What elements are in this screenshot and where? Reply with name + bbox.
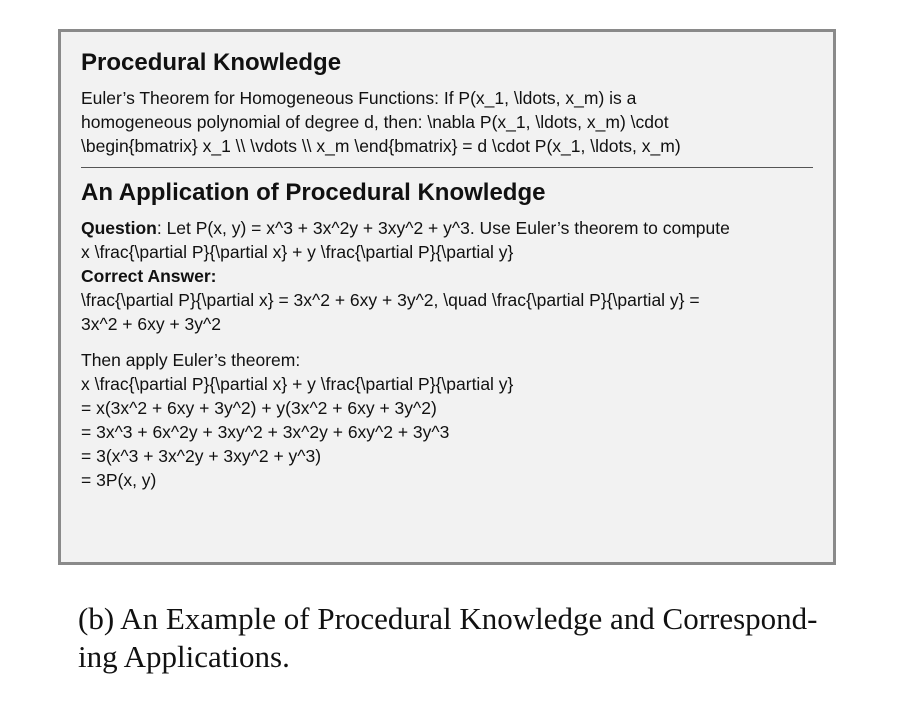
question-line: x \frac{\partial P}{\partial x} + y \frac{\partial P}{\partial y} [81,242,514,262]
theorem-line: Euler’s Theorem for Homogeneous Functions: If P(x_1, \ldots, x_m) is a [81,88,637,108]
caption-line: ing Applications. [78,639,290,674]
step-line: Then apply Euler’s theorem: [81,350,301,370]
step-line: = 3P(x, y) [81,470,157,490]
step-line: = x(3x^2 + 6xy + 3y^2) + y(3x^2 + 6xy + 3y^2) [81,398,437,418]
question-label: Question [81,218,157,238]
section-divider [81,167,813,168]
question-text: : Let P(x, y) = x^3 + 3x^2y + 3xy^2 + y^3. Use Euler’s theorem to compute [156,218,730,238]
answer-line: \frac{\partial P}{\partial x} = 3x^2 + 6xy + 3y^2, \quad \frac{\partial P}{\partial y} = [81,290,700,310]
answer-line: 3x^2 + 6xy + 3y^2 [81,314,221,334]
correct-answer-label: Correct Answer: [81,266,217,286]
caption-line: (b) An Example of Procedural Knowledge and Correspond- [78,601,818,636]
theorem-line: \begin{bmatrix} x_1 \\ \vdots \\ x_m \end{bmatrix} = d \cdot P(x_1, \ldots, x_m) [81,136,681,156]
step-line: = 3x^3 + 6x^2y + 3xy^2 + 3x^2y + 6xy^2 + 3y^3 [81,422,450,442]
procedural-knowledge-box [58,29,836,565]
procedural-knowledge-title: Procedural Knowledge [81,49,342,76]
question-line [81,216,813,240]
application-title: An Application of Procedural Knowledge [81,179,546,206]
step-line: x \frac{\partial P}{\partial x} + y \frac{\partial P}{\partial y} [81,374,514,394]
spacer [81,336,813,348]
step-line: = 3(x^3 + 3x^2y + 3xy^2 + y^3) [81,446,322,466]
theorem-line: homogeneous polynomial of degree d, then: \nabla P(x_1, \ldots, x_m) \cdot [81,112,669,132]
figure-caption [78,600,858,676]
